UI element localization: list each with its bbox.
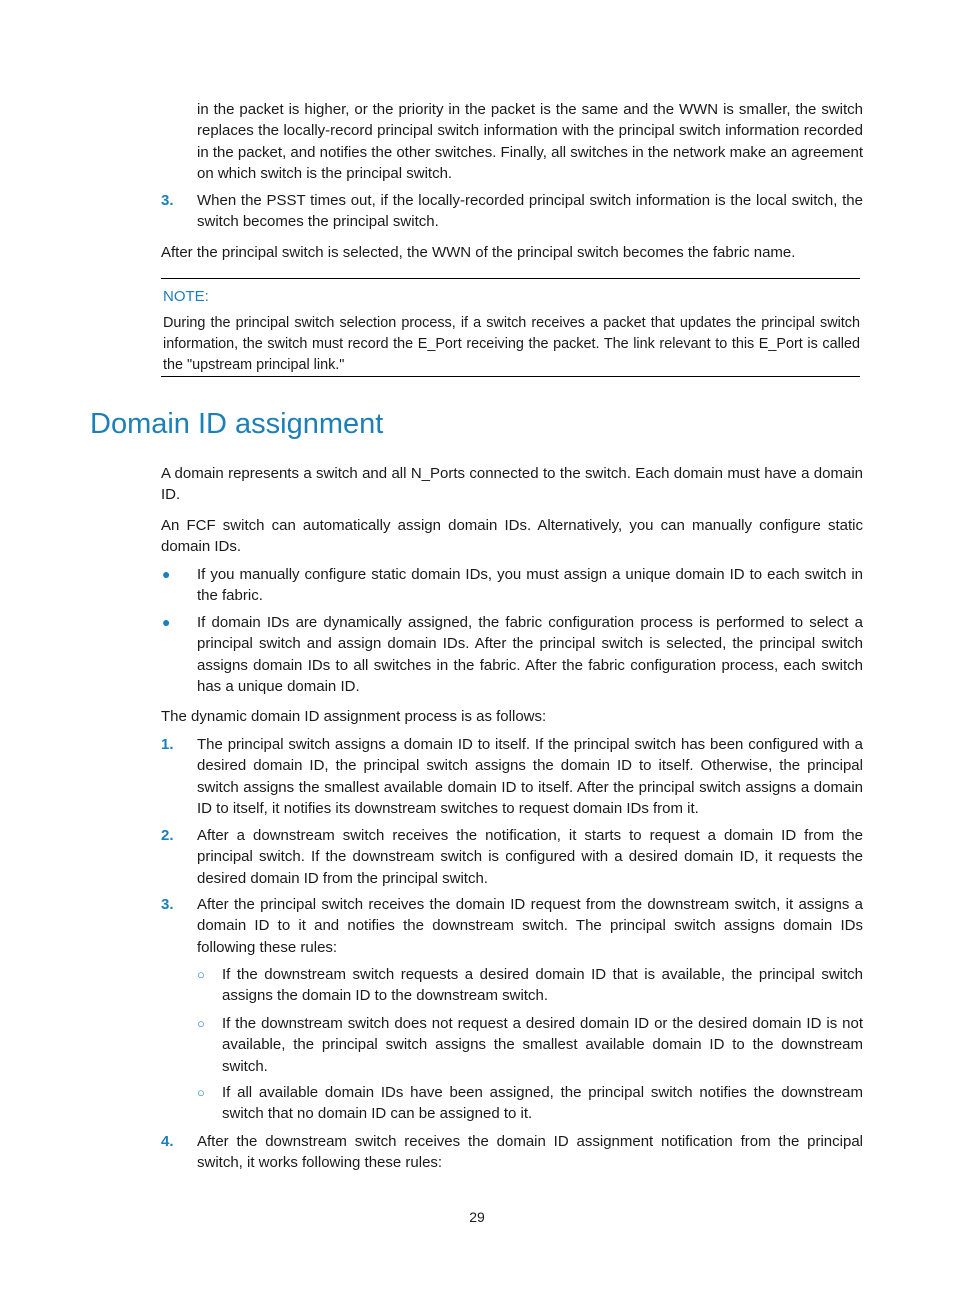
step-number: 3.	[161, 896, 174, 913]
bullet-icon: ●	[162, 566, 171, 582]
assignment-modes-text: An FCF switch can automatically assign domain IDs. Alternatively, you can manually configure static domain IDs.	[161, 517, 863, 556]
bullet-item: If domain IDs are dynamically assigned, the fabric configuration process is performed to select a principal switch and assign domain IDs. After the principal switch is selected, the principal switch assigns domain IDs to all switches in the fabric. After the fabric configuration process, each switch has a unique domain ID.	[197, 614, 863, 695]
rule-item: If the downstream switch does not request a desired domain ID or the desired domain ID is not available, the principal switch assigns the smallest available domain ID to the downstream switch.	[222, 1015, 863, 1075]
page-number: 29	[469, 1209, 485, 1225]
circle-bullet-icon: ○	[197, 1016, 205, 1031]
bullet-item: If you manually configure static domain IDs, you must assign a unique domain ID to each switch in the fabric.	[197, 566, 863, 605]
step-number: 3.	[161, 192, 174, 209]
section-heading: Domain ID assignment	[90, 408, 384, 440]
note-label: NOTE:	[163, 288, 209, 305]
circle-bullet-icon: ○	[197, 967, 205, 982]
note-bottom-rule	[161, 376, 860, 377]
step-number: 1.	[161, 736, 174, 753]
step-number: 4.	[161, 1133, 174, 1150]
fabric-name-text: After the principal switch is selected, the WWN of the principal switch becomes the fabric name.	[161, 244, 796, 261]
rule-item: If all available domain IDs have been assigned, the principal switch notifies the downstream switch that no domain ID can be assigned to it.	[222, 1084, 863, 1123]
step-text: After the principal switch receives the domain ID request from the downstream switch, it assigns a domain ID to it and notifies the downstream switch. The principal switch assigns domain IDs following these rules:	[197, 896, 863, 956]
note-top-rule	[161, 278, 860, 279]
step-text: After a downstream switch receives the notification, it starts to request a domain ID from the principal switch. If the downstream switch is configured with a desired domain ID, it requests the desired domain ID from the principal switch.	[197, 827, 863, 887]
intro-continuation: in the packet is higher, or the priority in the packet is the same and the WWN is smaller, the switch replaces the locally-record principal switch information with the principal switch information recorded in the packet, and notifies the other switches. Finally, all switches in the network make an agreement on which switch is the principal switch.	[197, 101, 863, 182]
step-number: 2.	[161, 827, 174, 844]
circle-bullet-icon: ○	[197, 1085, 205, 1100]
process-intro-text: The dynamic domain ID assignment process is as follows:	[161, 708, 547, 725]
step-text: After the downstream switch receives the domain ID assignment notification from the principal switch, it works following these rules:	[197, 1133, 863, 1172]
intro-step-text: When the PSST times out, if the locally-recorded principal switch information is the local switch, the switch becomes the principal switch.	[197, 192, 863, 231]
rule-item: If the downstream switch requests a desired domain ID that is available, the principal switch assigns the domain ID to the downstream switch.	[222, 966, 863, 1005]
bullet-icon: ●	[162, 614, 171, 630]
note-text: During the principal switch selection process, if a switch receives a packet that updates the principal switch information, the switch must record the E_Port receiving the packet. The link relevant to this E_Port is called the "upstream principal link."	[163, 315, 860, 373]
step-text: The principal switch assigns a domain ID to itself. If the principal switch has been configured with a desired domain ID, the principal switch assigns the domain ID to itself. Otherwise, the principal switch assigns the smallest available domain ID to itself. After the principal switch assigns a domain ID to itself, it notifies its downstream switches to request domain IDs from it.	[197, 736, 863, 817]
domain-definition-text: A domain represents a switch and all N_Ports connected to the switch. Each domain must have a domain ID.	[161, 465, 863, 504]
